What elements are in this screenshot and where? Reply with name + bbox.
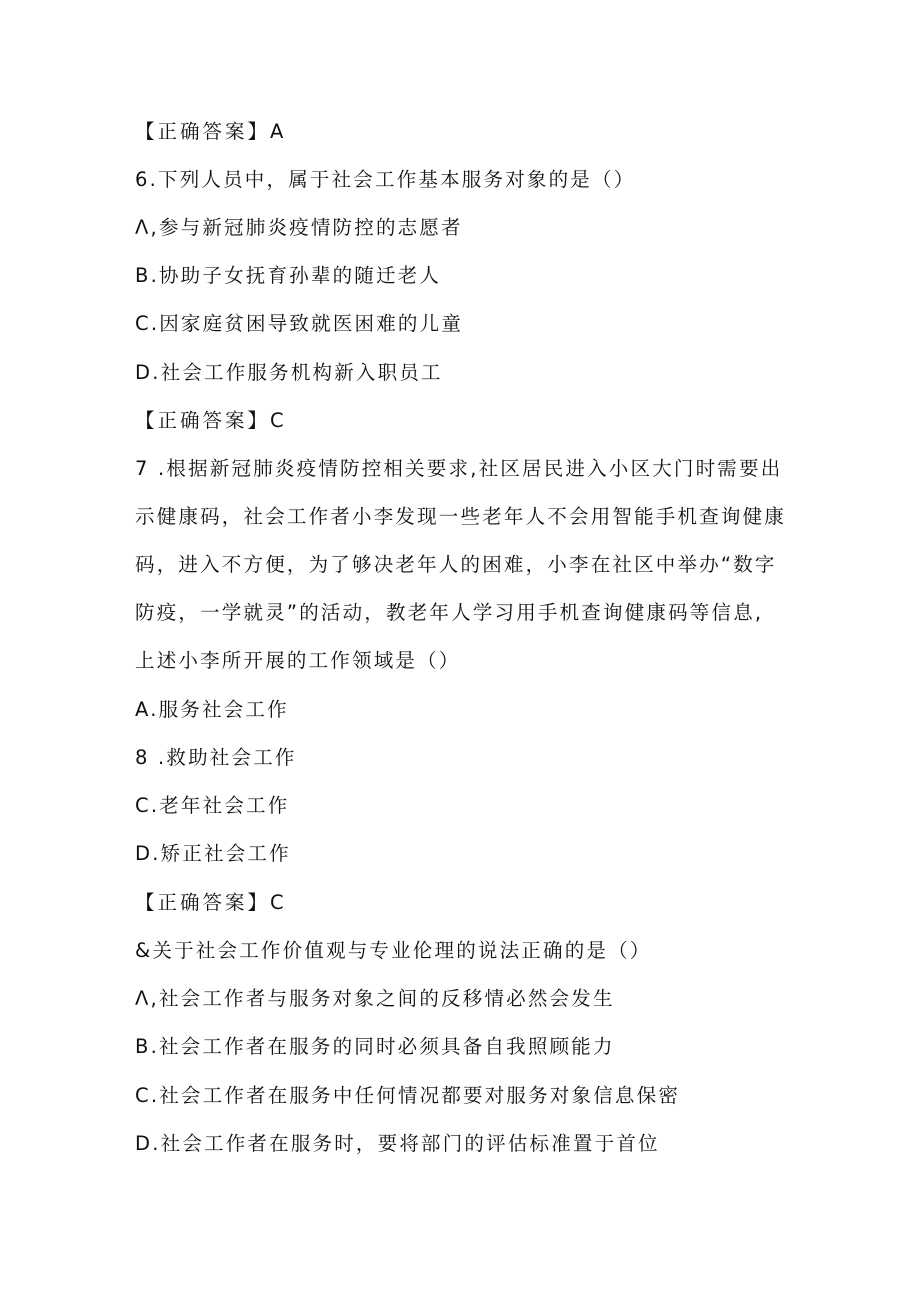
question-7-option-b: 8 .救助社会工作 — [135, 746, 297, 769]
question-7-line-2: 示健康码，社会工作者小李发现一些老年人不会用智能手机查询健康 — [135, 505, 787, 528]
question-8-option-c: C.社会工作者在服务中任何情况都要对服务对象信息保密 — [135, 1084, 681, 1107]
question-8-option-b: B.社会工作者在服务的同时必须具备自我照顾能力 — [135, 1035, 615, 1058]
question-6-option-c: C.因家庭贫困导致就医困难的儿童 — [135, 312, 464, 335]
question-7-option-c: C.老年社会工作 — [135, 794, 290, 817]
question-7-line-3: 码，进入不方便，为了够决老年人的困难，小李在社区中举办“数字 — [135, 553, 777, 576]
question-8-option-a: Λ,社会工作者与服务对象之间的反移情必然会发生 — [135, 987, 615, 1010]
question-7-option-d: D.矫正社会工作 — [135, 842, 291, 865]
question-6-option-b: B.协助子女抚育孙辈的随迁老人 — [135, 264, 442, 287]
answer-5: 【正确答案】A — [135, 120, 287, 143]
question-7-option-a: A.服务社会工作 — [135, 698, 289, 721]
answer-7: 【正确答案】C — [135, 891, 287, 914]
question-8: &关于社会工作价值观与专业伦理的说法正确的是（） — [135, 939, 652, 962]
question-6-option-a: Λ,参与新冠肺炎疫情防控的志愿者 — [135, 216, 463, 239]
question-7-line-5: 上述小李所开展的工作领域是（） — [135, 649, 461, 672]
question-7-line-4: 防疫，一学就灵”的活动，教老年人学习用手机查询健康码等信息, — [135, 601, 764, 624]
question-6: 6.下列人员中，属于社会工作基本服务对象的是（） — [135, 168, 636, 191]
question-8-option-d: D.社会工作者在服务时，要将部门的评估标准置于首位 — [135, 1132, 660, 1155]
question-6-option-d: D.社会工作服务机构新入职员工 — [135, 361, 443, 384]
answer-6: 【正确答案】C — [135, 409, 287, 432]
question-7-line-1: 7 .根据新冠肺炎疫情防控相关要求,社区居民进入小区大门时需要出 — [135, 457, 783, 480]
